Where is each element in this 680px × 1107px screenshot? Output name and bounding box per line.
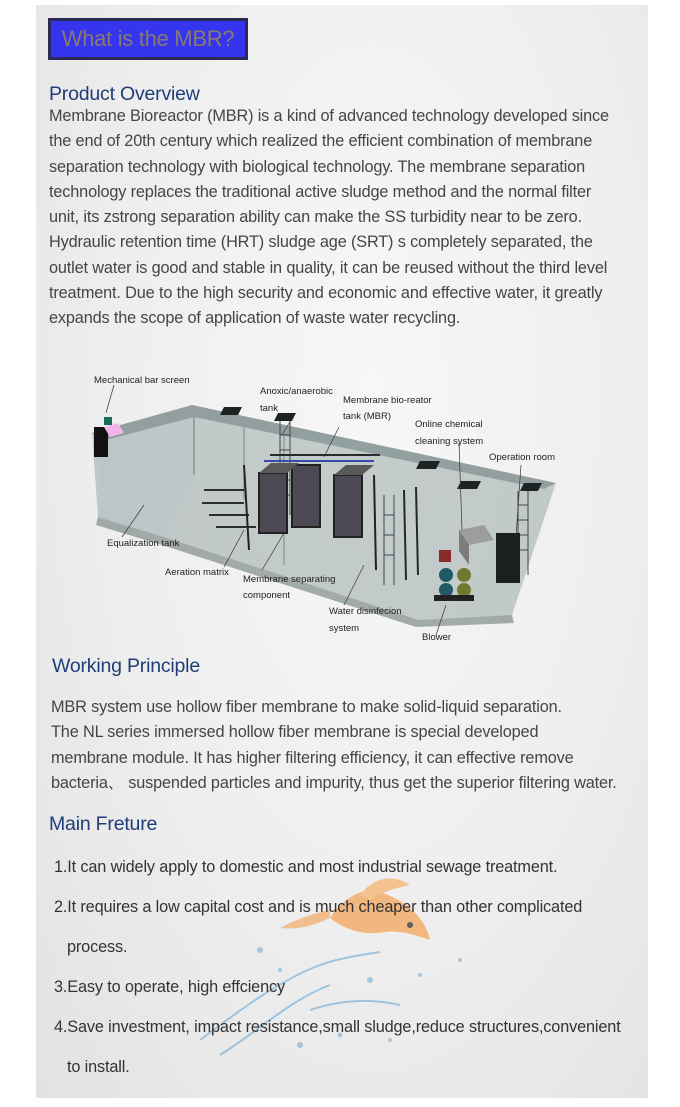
overview-line: treatment. Due to the high security and economic and effective water, it greatly <box>49 284 603 303</box>
principle-line: membrane module. It has higher filtering efficiency, it can effective remove <box>51 748 574 767</box>
working-principle-text <box>51 695 617 796</box>
feature-item-continuation: to install. <box>67 1058 130 1076</box>
mbr-tank-illustration <box>44 365 584 650</box>
label-anoxic-tank-2: tank <box>260 403 278 414</box>
label-online-cleaning: Online chemical <box>415 419 483 430</box>
feature-item: 1.It can widely apply to domestic and most industrial sewage treatment. <box>54 858 558 876</box>
label-aeration-matrix: Aeration matrix <box>165 567 229 578</box>
overview-line: outlet water is good and stable in quality, it can be reused without the third level <box>49 258 608 277</box>
overview-line: technology replaces the traditional active sludge method and the normal filter <box>49 182 592 201</box>
label-water-disinfection-2: system <box>329 623 360 634</box>
overview-line: separation technology with biological technology. The membrane separation <box>49 157 586 176</box>
label-mechanical-bar-screen: Mechanical bar screen <box>94 375 190 386</box>
overview-line: Hydraulic retention time (HRT) sludge age (SRT) s completely separated, the <box>49 233 593 252</box>
feature-item: 3.Easy to operate, high effciency <box>54 978 285 996</box>
label-operation-room: Operation room <box>489 452 556 463</box>
principle-line: bacteria、 suspended particles and impurity, thus get the superior filtering water. <box>51 773 617 792</box>
feature-item: 2.It requires a low capital cost and is much cheaper than other complicated <box>54 898 583 916</box>
principle-line: MBR system use hollow fiber membrane to make solid-liquid separation. <box>51 698 562 716</box>
label-equalization-tank: Equalization tank <box>107 538 180 549</box>
main-feature-list <box>54 847 621 1087</box>
label-blower: Blower <box>422 632 452 643</box>
overview-line: Membrane Bioreactor (MBR) is a kind of advanced technology developed since <box>49 107 609 125</box>
label-mbr-tank-2: tank (MBR) <box>343 411 392 422</box>
overview-line: unit, its zstrong separation ability can make the SS turbidity near to be zero. <box>49 208 582 227</box>
product-overview-text <box>49 104 609 332</box>
working-principle-heading: Working Principle <box>52 655 200 677</box>
label-water-disinfection: Water disinfecion <box>329 606 402 617</box>
product-overview-heading: Product Overview <box>49 83 200 105</box>
principle-line: The NL series immersed hollow fiber membrane is special developed <box>51 723 539 742</box>
feature-item: 4.Save investment, impact resistance,small sludge,reduce structures,convenient <box>54 1018 621 1036</box>
label-membrane-component-2: component <box>243 590 291 601</box>
overview-line: expands the scope of application of waste water recycling. <box>49 309 461 328</box>
label-mbr-tank: Membrane bio-reator <box>343 395 432 406</box>
label-anoxic-tank: Anoxic/anaerobic <box>260 386 333 397</box>
feature-item-continuation: process. <box>67 938 128 956</box>
label-online-cleaning-2: cleaning system <box>415 436 484 447</box>
title-badge <box>48 18 248 60</box>
title-badge-text: What is the MBR? <box>61 26 235 51</box>
mbr-system-diagram <box>44 365 584 650</box>
overview-line: the end of 20th century which realized the efficient combination of membrane <box>49 132 593 151</box>
label-membrane-component: Membrane separating <box>243 574 336 585</box>
main-feature-heading: Main Freture <box>49 813 158 835</box>
